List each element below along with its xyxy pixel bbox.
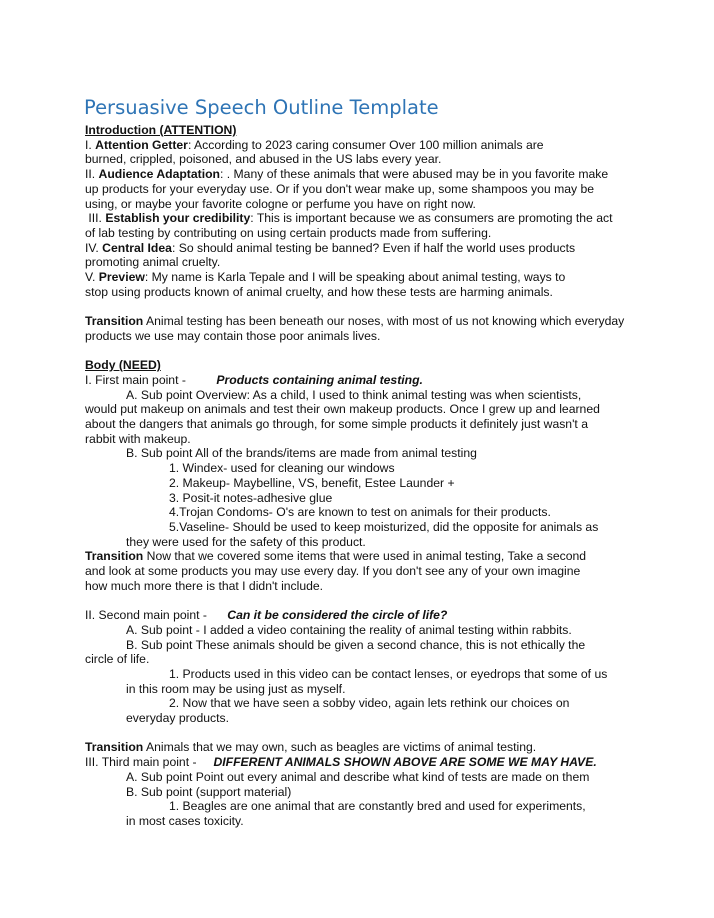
sub-point-2a: A. Sub point - I added a video containing the reality of animal testing within rabbits. (126, 622, 572, 637)
main-point-1-title: Products containing animal testing. (216, 372, 423, 387)
preview-label: Preview (98, 270, 145, 285)
transition-2-cont: and look at some products you may use every day. If you don't see any of your own imagine (85, 564, 581, 579)
blank-line (85, 593, 685, 608)
preview-cont: stop using products known of animal cruelty, and how these tests are harming animals. (85, 284, 553, 299)
transition-2-cont: how much more there is that I didn't include. (85, 578, 324, 593)
transition-label: Transition (85, 549, 144, 564)
central-idea-cont: promoting animal cruelty. (85, 255, 221, 270)
audience-adaptation-line: II. Audience Adaptation: . Many of these animals that were abused may be in you favorite make (85, 167, 609, 182)
blank-line (85, 726, 685, 741)
transition-1: Transition Animal testing has been beneath our noses, with most of us not knowing which everyday (85, 314, 625, 329)
list-item: 1. Windex- used for cleaning our windows (169, 461, 395, 476)
list-item: 1. Beagles are one animal that are constantly bred and used for experiments, (169, 799, 586, 814)
attention-getter-line: I. Attention Getter: According to 2023 caring consumer Over 100 million animals are (85, 137, 544, 152)
list-item-cont: in most cases toxicity. (126, 813, 244, 828)
list-item-cont: in this room may be using just as myself. (126, 681, 346, 696)
transition-2: Transition Now that we covered some items that were used in animal testing, Take a second (85, 549, 587, 564)
sub-point-2b: B. Sub point These animals should be given a second chance, this is not ethically the (126, 637, 586, 652)
blank-line (85, 344, 685, 359)
list-item: 5.Vaseline- Should be used to keep moisturized, did the opposite for animals as (169, 519, 599, 534)
credibility-line: III. Establish your credibility: This is important because we as consumers are promoting the act (85, 211, 613, 226)
list-item-cont: everyday products. (126, 711, 229, 726)
sub-point-2b-cont: circle of life. (85, 652, 150, 667)
introduction-heading: Introduction (ATTENTION) (85, 123, 237, 137)
body-heading: Body (NEED) (85, 358, 161, 373)
sub-point-3b: B. Sub point (support material) (126, 784, 292, 799)
main-point-2: II. Second main point - Can it be considered the circle of life? (85, 608, 448, 623)
sub-point-1a-cont: would put makeup on animals and test their own makeup products. Once I grew up and learned (85, 402, 600, 417)
list-item: 1. Products used in this video can be contact lenses, or eyedrops that some of us (169, 666, 608, 681)
sub-point-1a-cont: rabbit with makeup. (85, 431, 191, 446)
audience-adaptation-cont: up products for your everyday use. Or if you don't wear make up, some shampoos you may be (85, 181, 595, 196)
transition-label: Transition (85, 314, 144, 329)
central-idea-line: IV. Central Idea: So should animal testing be banned? Even if half the world uses products (85, 240, 576, 255)
credibility-cont: of lab testing by contributing on using certain products made from suffering. (85, 225, 492, 240)
blank-line (85, 299, 685, 314)
preview-line: V. Preview: My name is Karla Tepale and I will be speaking about animal testing, ways to (85, 270, 566, 285)
attention-getter-label: Attention Getter (95, 137, 188, 152)
audience-adaptation-cont: using, or maybe your favorite cologne or perfume you have on right now. (85, 196, 476, 211)
credibility-label: Establish your credibility (105, 211, 251, 226)
transition-1-cont: products we use may contain those poor animals lives. (85, 328, 381, 343)
list-item: 4.Trojan Condoms- O's are known to test on animals for their products. (169, 505, 551, 520)
main-point-3: III. Third main point - DIFFERENT ANIMALS SHOWN ABOVE ARE SOME WE MAY HAVE. (85, 755, 597, 770)
main-point-1: I. First main point - Products containing animal testing. (85, 372, 423, 387)
document-title: Persuasive Speech Outline Template (84, 96, 439, 119)
main-point-2-title: Can it be considered the circle of life? (227, 608, 448, 623)
transition-3: Transition Animals that we may own, such as beagles are victims of animal testing. (85, 740, 537, 755)
transition-label: Transition (85, 740, 144, 755)
sub-point-1a-cont: about the dangers that animals go through, for some simple products it definitely just wasn't a (85, 417, 588, 432)
outline-body (85, 123, 685, 829)
list-item: 2. Makeup- Maybelline, VS, benefit, Estee Launder + (169, 475, 455, 490)
audience-adaptation-label: Audience Adaptation (98, 167, 220, 182)
list-item: 3. Posit-it notes-adhesive glue (169, 490, 333, 505)
list-item-cont: they were used for the safety of this product. (126, 534, 366, 549)
main-point-3-title: DIFFERENT ANIMALS SHOWN ABOVE ARE SOME WE MAY HAVE. (213, 755, 597, 770)
sub-point-1b: B. Sub point All of the brands/items are made from animal testing (126, 446, 477, 461)
central-idea-label: Central Idea (102, 240, 172, 255)
sub-point-1a: A. Sub point Overview: As a child, I used to think animal testing was when scientists, (126, 387, 582, 402)
list-item: 2. Now that we have seen a sobby video, again lets rethink our choices on (169, 696, 570, 711)
sub-point-3a: A. Sub point Point out every animal and describe what kind of tests are made on them (126, 769, 590, 784)
attention-getter-cont: burned, crippled, poisoned, and abused in the US labs every year. (85, 152, 442, 167)
